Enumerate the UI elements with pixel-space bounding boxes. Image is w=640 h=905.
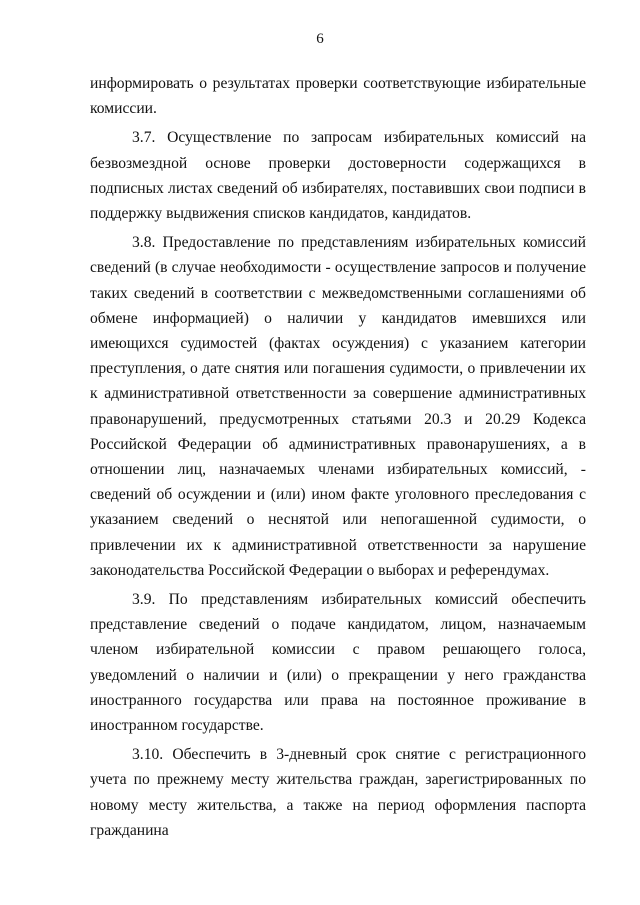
paragraph-3-10: 3.10. Обеспечить в 3-дневный срок снятие с регистрационного учета по прежнему месту жительства граждан, зарегистрированных по новому месту жительства, а также на период оформления паспорта гражданина <box>90 746 586 839</box>
paragraph-3-7: 3.7. Осуществление по запросам избирательных комиссий на безвозмездной основе проверки достоверности содержащихся в подписных листах сведений об избирателях, поставивших свои подписи в поддержку выдвижения списков кандидатов, кандидатов. <box>90 129 586 223</box>
paragraph-3-9: 3.9. По представлениям избирательных комиссий обеспечить представление сведений о подаче кандидатом, лицом, назначаемым членом избирательной комиссии с правом решающего голоса, уведомлений о наличии и (или) о прекращении у него гражданства иностранного государства или права на постоянное проживание в иностранном государстве. <box>90 591 586 735</box>
document-body <box>90 71 586 847</box>
paragraph-3-8: 3.8. Предоставление по представлениям избирательных комиссий сведений (в случае необходимости - осуществление запросов и получение таких сведений в соответствии с межведомственными соглашениями об обмене информацией) о наличии у кандидатов имевшихся или имеющихся судимостей (фактах осуждения) с указанием категории преступления, о дате снятия или погашения судимости, о привлечении их к административной ответственности за совершение административных правонарушений, предусмотренных статьями 20.3 и 20.29 Кодекса Российской Федерации об административных правонарушениях, а в отношении лиц, назначаемых членами избирательных комиссий, - сведений об осуждении и (или) ином факте уголовного преследования с указанием сведений о неснятой или непогашенной судимости, о привлечении их к административной ответственности за нарушение законодательства Российской Федерации о выборах и референдумах. <box>90 234 586 579</box>
paragraph-continuation: информировать о результатах проверки соответствующие избирательные комиссии. <box>90 75 586 118</box>
page-number: 6 <box>316 31 324 47</box>
